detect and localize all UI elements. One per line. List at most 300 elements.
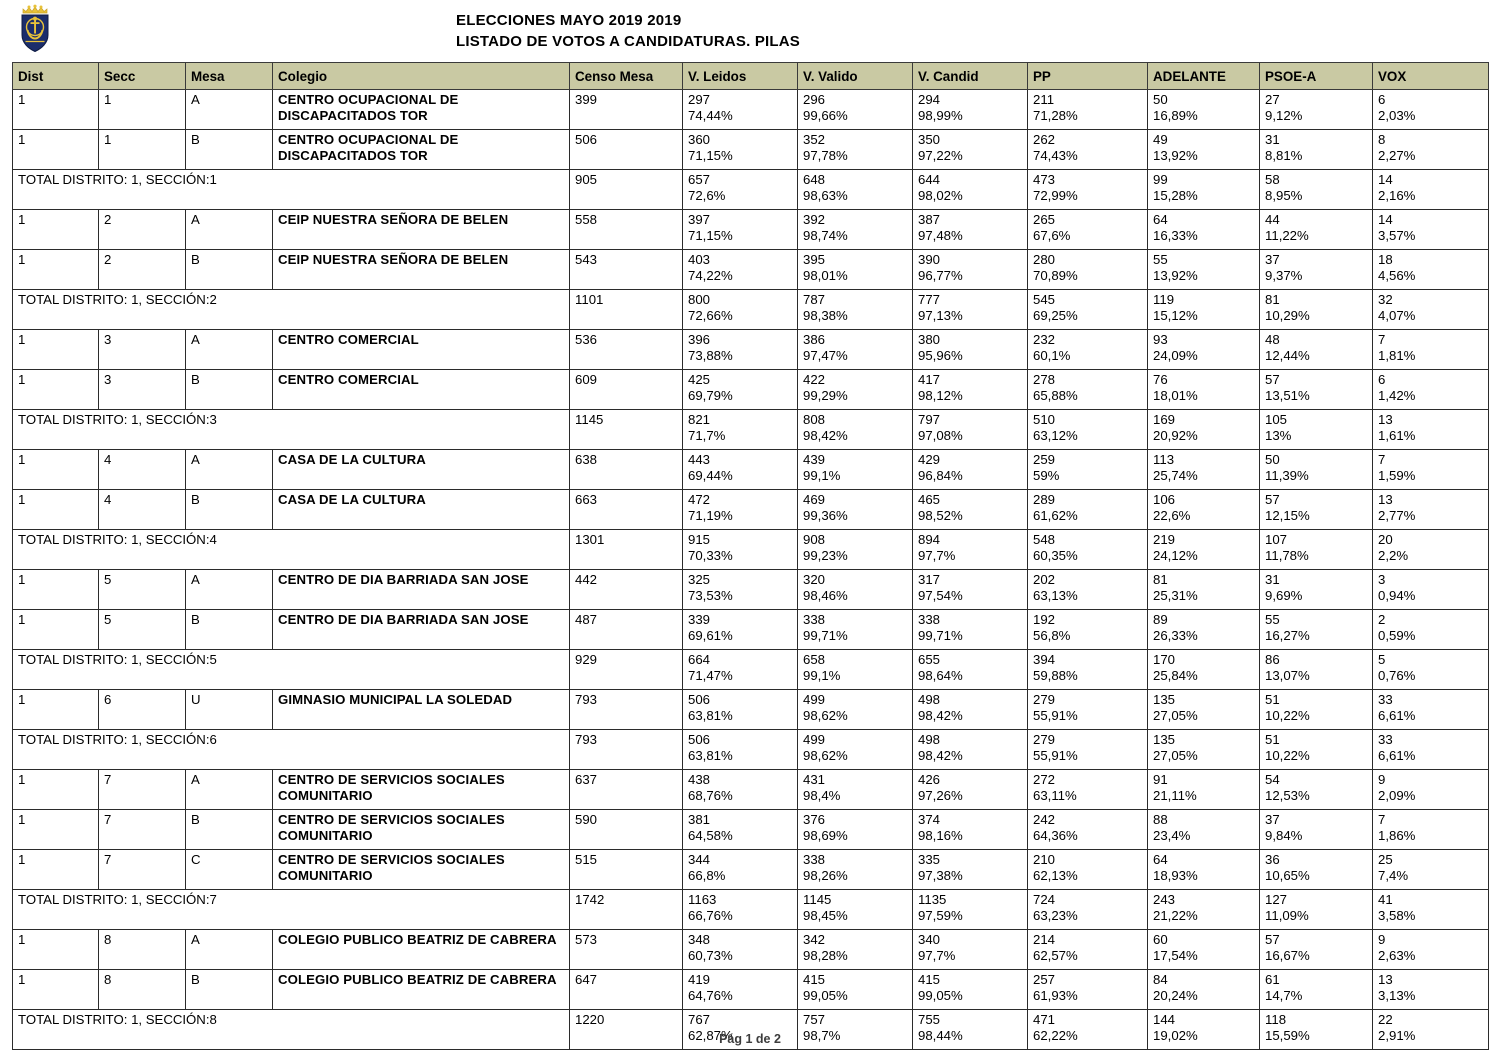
cell-vox [1373, 570, 1489, 610]
percent-adelante: 13,92% [1153, 147, 1198, 163]
value-candid: 415 [918, 972, 941, 987]
cell-vox [1373, 370, 1489, 410]
cell-candid [913, 850, 1028, 890]
value-vox: 33 [1378, 732, 1393, 747]
cell-candid [913, 290, 1028, 330]
cell-vox [1373, 330, 1489, 370]
value-vox: 3 [1378, 572, 1386, 587]
cell-total-label: TOTAL DISTRITO: 1, SECCIÓN:4 [13, 530, 570, 570]
cell-adelante [1148, 930, 1260, 970]
cell-pp [1028, 410, 1148, 450]
value-candid: 429 [918, 452, 941, 467]
cell-vox [1373, 970, 1489, 1010]
value-valido: 422 [803, 372, 826, 387]
table-total-row [13, 530, 1489, 570]
cell-dist: 1 [13, 770, 99, 810]
percent-adelante: 19,02% [1153, 1027, 1198, 1043]
cell-candid [913, 570, 1028, 610]
percent-leidos: 68,76% [688, 787, 733, 803]
percent-psoe: 10,22% [1265, 747, 1310, 763]
table-row [13, 370, 1489, 410]
percent-leidos: 69,61% [688, 627, 733, 643]
cell-mesa: A [186, 930, 273, 970]
percent-candid: 97,22% [918, 147, 963, 163]
percent-psoe: 14,7% [1265, 987, 1303, 1003]
percent-psoe: 16,27% [1265, 627, 1310, 643]
percent-vox: 2,2% [1378, 547, 1409, 563]
value-candid: 350 [918, 132, 941, 147]
percent-adelante: 25,74% [1153, 467, 1198, 483]
percent-leidos: 63,81% [688, 707, 733, 723]
percent-valido: 99,23% [803, 547, 848, 563]
value-candid: 465 [918, 492, 941, 507]
table-row [13, 250, 1489, 290]
value-leidos: 915 [688, 532, 711, 547]
cell-valido [798, 490, 913, 530]
percent-psoe: 12,53% [1265, 787, 1310, 803]
cell-secc: 2 [99, 210, 186, 250]
percent-adelante: 22,6% [1153, 507, 1191, 523]
table-row [13, 810, 1489, 850]
value-vox: 18 [1378, 252, 1393, 267]
percent-candid: 99,05% [918, 987, 963, 1003]
table-total-row [13, 290, 1489, 330]
percent-psoe: 10,65% [1265, 867, 1310, 883]
percent-adelante: 27,05% [1153, 747, 1198, 763]
cell-dist: 1 [13, 210, 99, 250]
cell-colegio: GIMNASIO MUNICIPAL LA SOLEDAD [273, 690, 570, 730]
percent-leidos: 73,53% [688, 587, 733, 603]
value-adelante: 89 [1153, 612, 1168, 627]
percent-vox: 2,91% [1378, 1027, 1416, 1043]
value-adelante: 119 [1153, 292, 1175, 307]
cell-psoe [1260, 90, 1373, 130]
value-candid: 498 [918, 692, 941, 707]
percent-psoe: 13,51% [1265, 387, 1310, 403]
cell-adelante [1148, 210, 1260, 250]
value-vox: 7 [1378, 812, 1386, 827]
cell-censo-mesa: 929 [570, 650, 683, 690]
value-adelante: 50 [1153, 92, 1168, 107]
value-pp: 272 [1033, 772, 1056, 787]
value-leidos: 767 [688, 1012, 711, 1027]
votes-results-table [12, 62, 1489, 1050]
cell-censo-mesa: 399 [570, 90, 683, 130]
cell-valido [798, 530, 913, 570]
value-candid: 655 [918, 652, 941, 667]
value-candid: 317 [918, 572, 941, 587]
cell-mesa: A [186, 770, 273, 810]
cell-psoe [1260, 730, 1373, 770]
cell-secc: 5 [99, 610, 186, 650]
value-adelante: 99 [1153, 172, 1168, 187]
value-candid: 498 [918, 732, 941, 747]
percent-vox: 3,57% [1378, 227, 1416, 243]
cell-censo-mesa: 1145 [570, 410, 683, 450]
cell-total-label: TOTAL DISTRITO: 1, SECCIÓN:8 [13, 1010, 570, 1050]
value-leidos: 438 [688, 772, 711, 787]
cell-dist: 1 [13, 690, 99, 730]
cell-mesa: B [186, 490, 273, 530]
cell-candid [913, 170, 1028, 210]
column-header-adelante: ADELANTE [1148, 63, 1260, 90]
percent-valido: 98,4% [803, 787, 841, 803]
value-pp: 289 [1033, 492, 1056, 507]
cell-valido [798, 850, 913, 890]
cell-psoe [1260, 810, 1373, 850]
cell-secc: 7 [99, 850, 186, 890]
percent-candid: 97,13% [918, 307, 963, 323]
cell-adelante [1148, 810, 1260, 850]
cell-pp [1028, 770, 1148, 810]
cell-candid [913, 330, 1028, 370]
value-valido: 338 [803, 852, 826, 867]
cell-dist: 1 [13, 490, 99, 530]
percent-candid: 98,99% [918, 107, 963, 123]
percent-pp: 67,6% [1033, 227, 1071, 243]
cell-candid [913, 970, 1028, 1010]
percent-vox: 2,16% [1378, 187, 1416, 203]
cell-colegio: COLEGIO PUBLICO BEATRIZ DE CABRERA [273, 930, 570, 970]
cell-pp [1028, 450, 1148, 490]
cell-censo-mesa: 590 [570, 810, 683, 850]
cell-secc: 8 [99, 970, 186, 1010]
value-valido: 469 [803, 492, 826, 507]
value-leidos: 425 [688, 372, 711, 387]
value-pp: 202 [1033, 572, 1056, 587]
cell-candid [913, 250, 1028, 290]
value-candid: 417 [918, 372, 941, 387]
table-row [13, 450, 1489, 490]
value-valido: 787 [803, 292, 826, 307]
percent-valido: 98,28% [803, 947, 848, 963]
value-psoe: 36 [1265, 852, 1280, 867]
cell-vox [1373, 210, 1489, 250]
cell-leidos [683, 450, 798, 490]
value-psoe: 31 [1265, 132, 1280, 147]
value-pp: 214 [1033, 932, 1056, 947]
percent-psoe: 12,15% [1265, 507, 1310, 523]
percent-adelante: 21,11% [1153, 787, 1197, 803]
percent-adelante: 26,33% [1153, 627, 1198, 643]
percent-candid: 96,77% [918, 267, 963, 283]
cell-colegio: CENTRO COMERCIAL [273, 330, 570, 370]
percent-valido: 99,1% [803, 667, 841, 683]
percent-pp: 63,23% [1033, 907, 1078, 923]
percent-adelante: 15,12% [1153, 307, 1198, 323]
value-vox: 32 [1378, 292, 1393, 307]
value-leidos: 1163 [688, 892, 717, 907]
cell-adelante [1148, 690, 1260, 730]
cell-adelante [1148, 530, 1260, 570]
value-vox: 7 [1378, 332, 1386, 347]
cell-candid [913, 530, 1028, 570]
cell-leidos [683, 170, 798, 210]
cell-secc: 6 [99, 690, 186, 730]
percent-candid: 97,08% [918, 427, 963, 443]
percent-valido: 99,1% [803, 467, 841, 483]
cell-pp [1028, 690, 1148, 730]
percent-leidos: 69,79% [688, 387, 733, 403]
cell-secc: 1 [99, 90, 186, 130]
results-table-container [0, 62, 1500, 1050]
cell-colegio: CEIP NUESTRA SEÑORA DE BELEN [273, 250, 570, 290]
percent-candid: 97,7% [918, 947, 956, 963]
table-total-row [13, 650, 1489, 690]
value-psoe: 51 [1265, 732, 1280, 747]
cell-psoe [1260, 450, 1373, 490]
table-total-row [13, 730, 1489, 770]
cell-mesa: U [186, 690, 273, 730]
percent-candid: 96,84% [918, 467, 963, 483]
cell-pp [1028, 170, 1148, 210]
cell-leidos [683, 690, 798, 730]
cell-censo-mesa: 793 [570, 690, 683, 730]
cell-leidos [683, 570, 798, 610]
cell-candid [913, 410, 1028, 450]
percent-pp: 55,91% [1033, 747, 1078, 763]
percent-pp: 62,13% [1033, 867, 1078, 883]
value-vox: 22 [1378, 1012, 1393, 1027]
cell-leidos [683, 330, 798, 370]
cell-censo-mesa: 638 [570, 450, 683, 490]
value-leidos: 821 [688, 412, 711, 427]
percent-psoe: 15,59% [1265, 1027, 1310, 1043]
cell-psoe [1260, 890, 1373, 930]
percent-leidos: 74,44% [688, 107, 733, 123]
value-pp: 242 [1033, 812, 1056, 827]
cell-vox [1373, 250, 1489, 290]
cell-valido [798, 130, 913, 170]
value-adelante: 84 [1153, 972, 1168, 987]
cell-pp [1028, 810, 1148, 850]
percent-leidos: 71,15% [688, 227, 733, 243]
value-psoe: 57 [1265, 372, 1280, 387]
report-subtitle: LISTADO DE VOTOS A CANDIDATURAS. PILAS [456, 33, 801, 50]
percent-leidos: 66,8% [688, 867, 726, 883]
percent-adelante: 16,89% [1153, 107, 1198, 123]
percent-candid: 98,12% [918, 387, 963, 403]
table-row [13, 770, 1489, 810]
cell-adelante [1148, 730, 1260, 770]
cell-psoe [1260, 130, 1373, 170]
value-adelante: 76 [1153, 372, 1168, 387]
percent-adelante: 24,12% [1153, 547, 1198, 563]
cell-dist: 1 [13, 130, 99, 170]
cell-candid [913, 890, 1028, 930]
cell-psoe [1260, 170, 1373, 210]
percent-vox: 6,61% [1378, 747, 1416, 763]
percent-valido: 98,74% [803, 227, 848, 243]
cell-psoe [1260, 410, 1373, 450]
value-psoe: 51 [1265, 692, 1280, 707]
value-candid: 426 [918, 772, 941, 787]
value-adelante: 64 [1153, 852, 1168, 867]
cell-censo-mesa: 647 [570, 970, 683, 1010]
cell-leidos [683, 650, 798, 690]
value-pp: 211 [1033, 92, 1055, 107]
percent-valido: 98,42% [803, 427, 848, 443]
table-row [13, 330, 1489, 370]
value-leidos: 325 [688, 572, 711, 587]
cell-vox [1373, 610, 1489, 650]
value-psoe: 55 [1265, 612, 1280, 627]
cell-psoe [1260, 770, 1373, 810]
cell-mesa: B [186, 970, 273, 1010]
coat-of-arms-icon [12, 2, 58, 54]
value-pp: 232 [1033, 332, 1056, 347]
percent-candid: 97,59% [918, 907, 963, 923]
value-psoe: 44 [1265, 212, 1280, 227]
value-vox: 13 [1378, 412, 1393, 427]
value-valido: 376 [803, 812, 826, 827]
value-leidos: 360 [688, 132, 711, 147]
percent-adelante: 23,4% [1153, 827, 1191, 843]
cell-total-label: TOTAL DISTRITO: 1, SECCIÓN:5 [13, 650, 570, 690]
cell-dist: 1 [13, 850, 99, 890]
value-candid: 777 [918, 292, 941, 307]
cell-colegio: CENTRO DE DIA BARRIADA SAN JOSE [273, 610, 570, 650]
value-candid: 644 [918, 172, 941, 187]
percent-leidos: 72,6% [688, 187, 726, 203]
value-leidos: 506 [688, 692, 711, 707]
cell-adelante [1148, 490, 1260, 530]
cell-adelante [1148, 410, 1260, 450]
cell-pp [1028, 890, 1148, 930]
percent-valido: 97,78% [803, 147, 848, 163]
cell-secc: 1 [99, 130, 186, 170]
percent-vox: 2,09% [1378, 787, 1416, 803]
cell-secc: 5 [99, 570, 186, 610]
cell-candid [913, 810, 1028, 850]
cell-pp [1028, 90, 1148, 130]
percent-pp: 61,93% [1033, 987, 1078, 1003]
percent-adelante: 20,92% [1153, 427, 1198, 443]
cell-secc: 7 [99, 770, 186, 810]
value-adelante: 169 [1153, 412, 1176, 427]
cell-psoe [1260, 490, 1373, 530]
cell-candid [913, 770, 1028, 810]
cell-pp [1028, 130, 1148, 170]
cell-censo-mesa: 487 [570, 610, 683, 650]
value-adelante: 144 [1153, 1012, 1176, 1027]
cell-psoe [1260, 290, 1373, 330]
percent-candid: 98,52% [918, 507, 963, 523]
table-row [13, 130, 1489, 170]
cell-adelante [1148, 90, 1260, 130]
value-vox: 41 [1378, 892, 1393, 907]
cell-vox [1373, 810, 1489, 850]
cell-valido [798, 610, 913, 650]
value-valido: 415 [803, 972, 826, 987]
table-row [13, 930, 1489, 970]
value-candid: 1135 [918, 892, 947, 907]
percent-valido: 99,05% [803, 987, 848, 1003]
cell-candid [913, 370, 1028, 410]
value-valido: 908 [803, 532, 826, 547]
cell-leidos [683, 970, 798, 1010]
percent-leidos: 71,19% [688, 507, 733, 523]
cell-leidos [683, 370, 798, 410]
percent-leidos: 71,7% [688, 427, 726, 443]
value-adelante: 135 [1153, 732, 1176, 747]
cell-valido [798, 410, 913, 450]
value-vox: 7 [1378, 452, 1386, 467]
cell-psoe [1260, 690, 1373, 730]
value-candid: 335 [918, 852, 941, 867]
percent-adelante: 27,05% [1153, 707, 1198, 723]
cell-pp [1028, 210, 1148, 250]
percent-psoe: 8,95% [1265, 187, 1303, 203]
value-vox: 6 [1378, 92, 1386, 107]
percent-candid: 99,71% [918, 627, 963, 643]
percent-adelante: 25,84% [1153, 667, 1198, 683]
cell-mesa: A [186, 210, 273, 250]
cell-leidos [683, 130, 798, 170]
value-pp: 210 [1033, 852, 1056, 867]
value-psoe: 57 [1265, 932, 1280, 947]
cell-secc: 7 [99, 810, 186, 850]
percent-adelante: 16,33% [1153, 227, 1198, 243]
value-leidos: 664 [688, 652, 711, 667]
table-total-row [13, 170, 1489, 210]
percent-vox: 0,94% [1378, 587, 1416, 603]
cell-leidos [683, 610, 798, 650]
cell-psoe [1260, 530, 1373, 570]
value-valido: 395 [803, 252, 826, 267]
value-pp: 280 [1033, 252, 1056, 267]
percent-candid: 97,38% [918, 867, 963, 883]
value-vox: 20 [1378, 532, 1393, 547]
cell-psoe [1260, 930, 1373, 970]
cell-pp [1028, 290, 1148, 330]
value-valido: 431 [803, 772, 826, 787]
cell-psoe [1260, 850, 1373, 890]
value-candid: 374 [918, 812, 941, 827]
cell-secc: 2 [99, 250, 186, 290]
value-vox: 5 [1378, 652, 1386, 667]
cell-vox [1373, 90, 1489, 130]
page-number-label: Pág 1 de 2 [719, 1032, 781, 1046]
value-leidos: 344 [688, 852, 711, 867]
cell-pp [1028, 970, 1148, 1010]
table-row [13, 690, 1489, 730]
cell-colegio: COLEGIO PUBLICO BEATRIZ DE CABRERA [273, 970, 570, 1010]
cell-candid [913, 690, 1028, 730]
percent-valido: 99,71% [803, 627, 848, 643]
cell-adelante [1148, 170, 1260, 210]
percent-adelante: 18,93% [1153, 867, 1198, 883]
percent-adelante: 21,22% [1153, 907, 1198, 923]
percent-valido: 98,63% [803, 187, 848, 203]
table-row [13, 850, 1489, 890]
percent-vox: 0,59% [1378, 627, 1416, 643]
value-psoe: 27 [1265, 92, 1280, 107]
percent-vox: 1,61% [1378, 427, 1416, 443]
percent-pp: 71,28% [1033, 107, 1078, 123]
cell-colegio: CENTRO DE SERVICIOS SOCIALES COMUNITARIO [273, 850, 570, 890]
value-candid: 387 [918, 212, 941, 227]
cell-pp [1028, 850, 1148, 890]
value-adelante: 113 [1153, 452, 1175, 467]
value-valido: 352 [803, 132, 826, 147]
cell-leidos [683, 490, 798, 530]
cell-leidos [683, 730, 798, 770]
percent-pp: 56,8% [1033, 627, 1071, 643]
value-leidos: 297 [688, 92, 711, 107]
cell-mesa: C [186, 850, 273, 890]
cell-colegio: CENTRO COMERCIAL [273, 370, 570, 410]
